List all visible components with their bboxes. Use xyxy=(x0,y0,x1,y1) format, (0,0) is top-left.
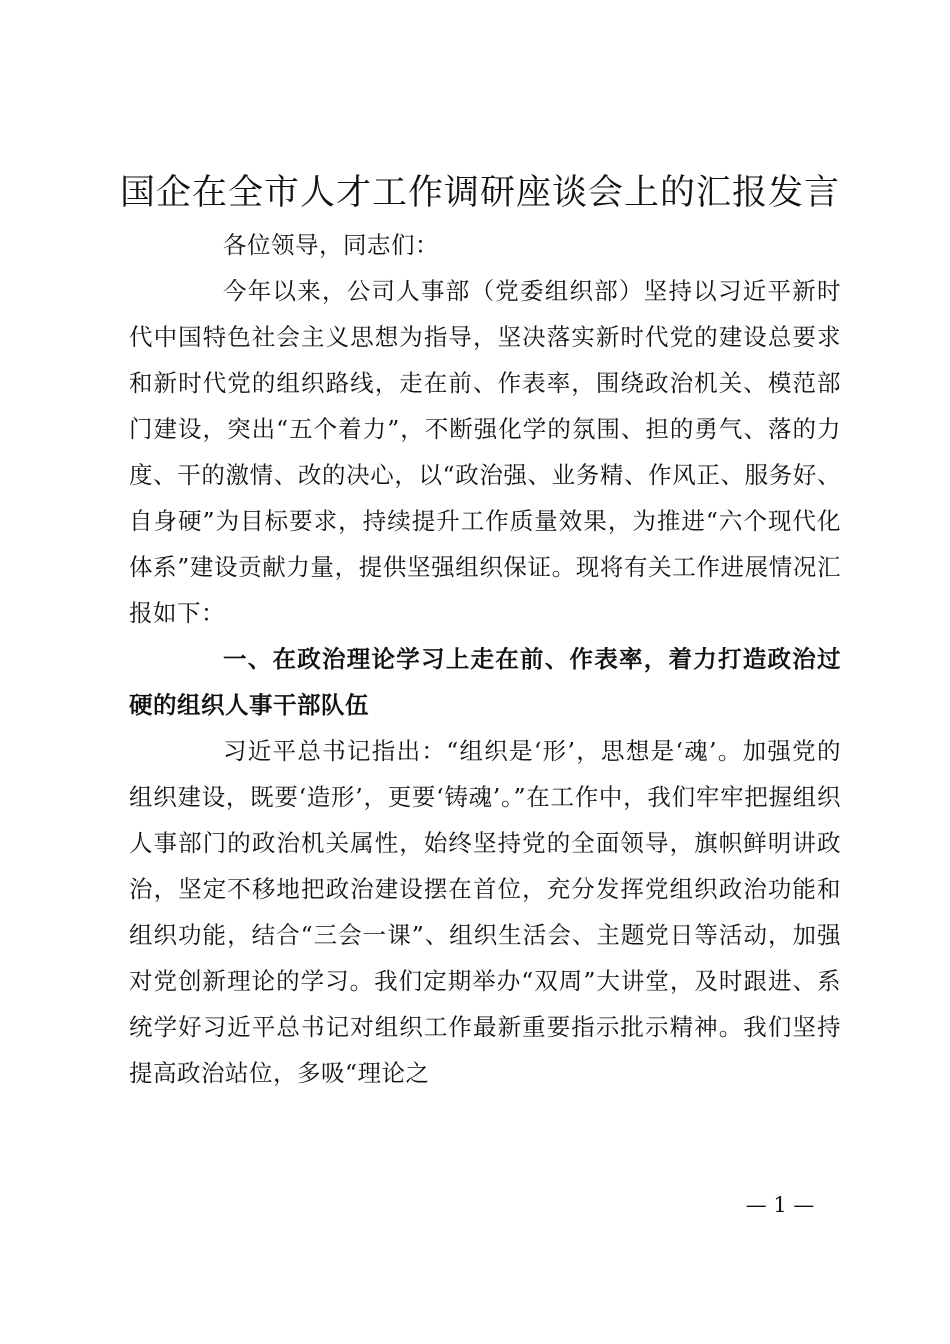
document-title: 国企在全市人才工作调研座谈会上的汇报发言 xyxy=(119,173,840,213)
page-number: — 1 — xyxy=(745,1193,815,1217)
salutation: 各位领导，同志们： xyxy=(223,231,439,259)
intro-paragraph: 今年以来，公司人事部（党委组织部）坚持以习近平新时代中国特色社会主义思想为指导，坚决落实新时代党的建设总要求和新时代党的组织路线，走在前、作表率，围绕政治机关、模范部门建设，突出“五个着力”，不断强化学的氛围、担的勇气、落的力度、干的激情、改的决心，以“政治强、业务精、作风正、服务好、自身硬”为目标要求，持续提升工作质量效果，为推进“六个现代化体系”建设贡献力量，提供坚强组织保证。现将有关工作进展情况汇报如下： xyxy=(129,277,841,627)
section-paragraph: 习近平总书记指出：“组织是‘形’，思想是‘魂’。加强党的组织建设，既要‘造形’，更要‘铸魂’。”在工作中，我们牢牢把握组织人事部门的政治机关属性，始终坚持党的全面领导，旗帜鲜明讲政治，坚定不移地把政治建设摆在首位，充分发挥党组织政治功能和组织功能，结合“三会一课”、组织生活会、主题党日等活动，加强对党创新理论的学习。我们定期举办“双周”大讲堂，及时跟进、系统学好习近平总书记对组织工作最新重要指示批示精神。我们坚持提高政治站位，多吸“理论之 xyxy=(129,737,841,1087)
document-body xyxy=(129,222,841,1096)
section-heading: 一、在政治理论学习上走在前、作表率，着力打造政治过硬的组织人事干部队伍 xyxy=(129,645,841,719)
